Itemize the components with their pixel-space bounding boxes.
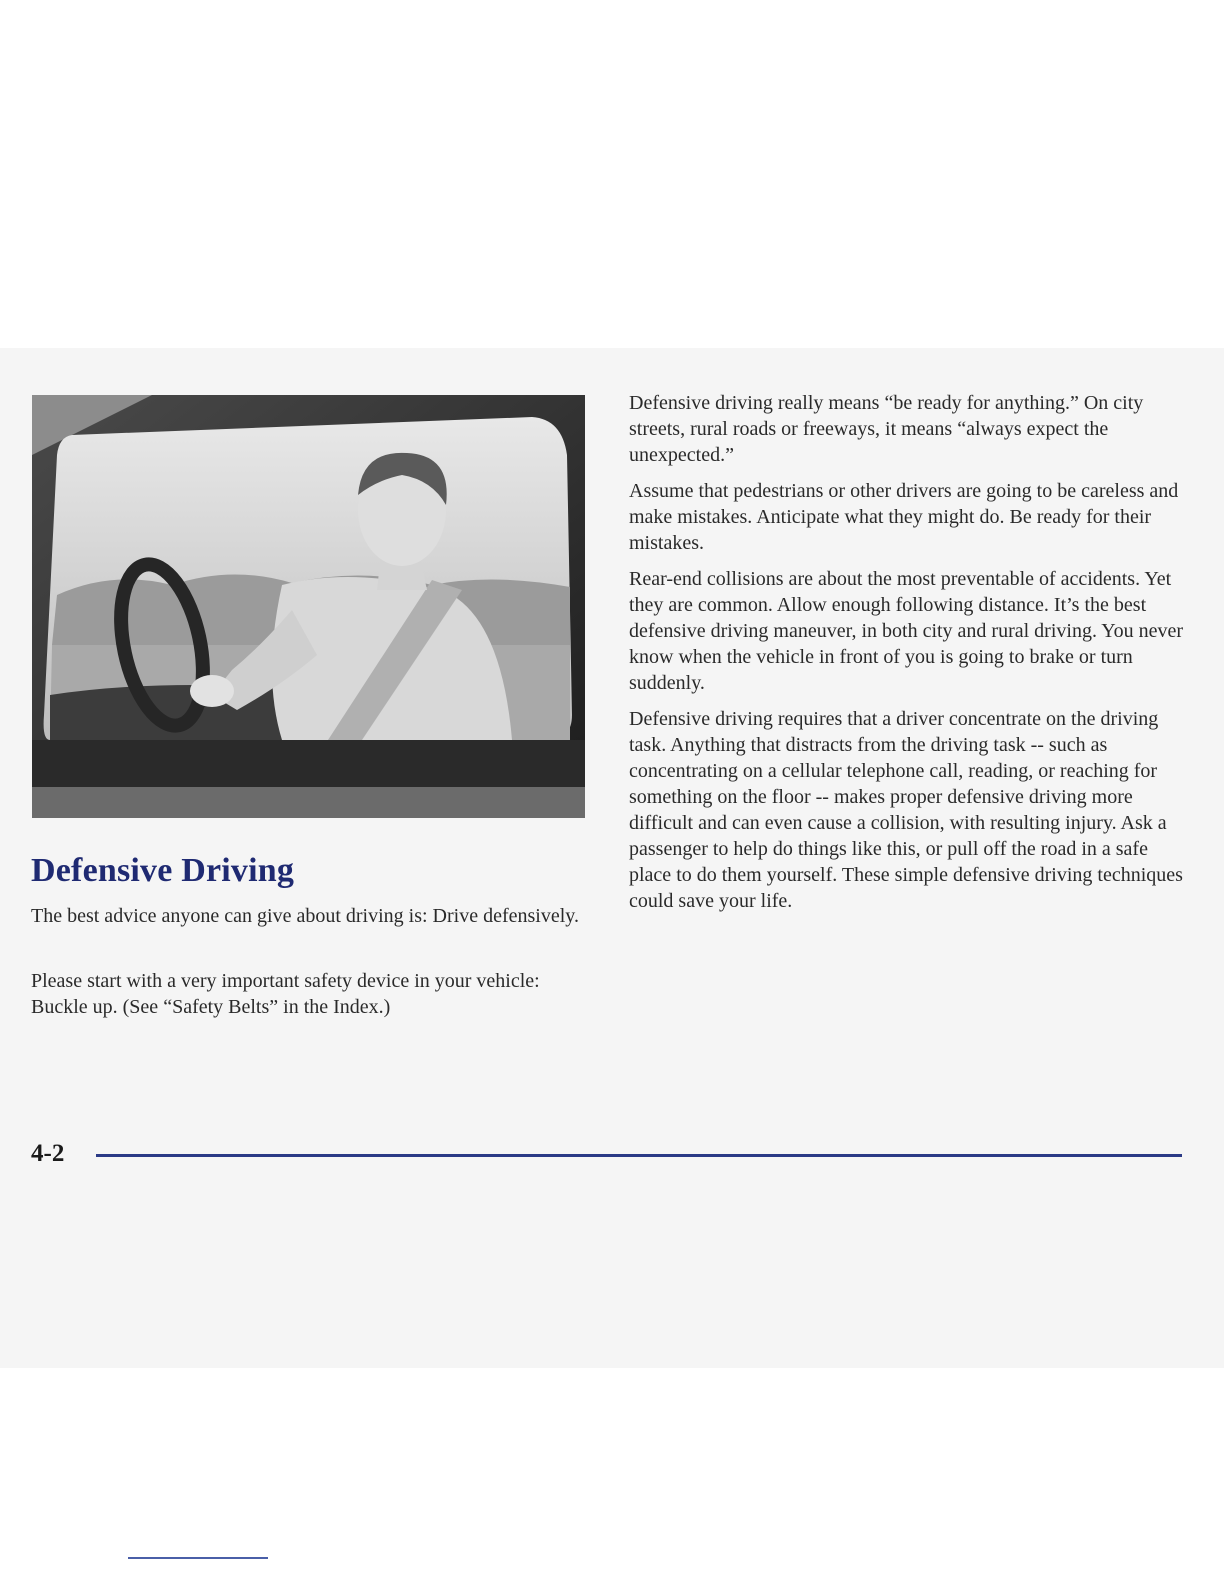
- page-number: 4-2: [31, 1140, 65, 1167]
- section-heading: Defensive Driving: [31, 852, 295, 889]
- right-column: [629, 390, 1185, 924]
- bottom-divider: [128, 1557, 268, 1559]
- driver-illustration-icon: [32, 395, 585, 818]
- assume-mistakes-paragraph: Assume that pedestrians or other drivers are going to be careless and make mistakes. Anticipate what they might do. Be ready for their mistakes.: [629, 480, 1179, 554]
- buckle-up-paragraph: Please start with a very important safety device in your vehicle: Buckle up. (See “Safety Belts” in the Index.): [31, 970, 540, 1018]
- rear-end-paragraph: Rear-end collisions are about the most preventable of accidents. Yet they are common. Allow enough following distance. It’s the best defensive driving maneuver, in both city and rural driving. You never know when the vehicle in front of you is going to brake or turn suddenly.: [629, 568, 1184, 694]
- driver-illustration: [32, 395, 585, 818]
- be-ready-paragraph: Defensive driving really means “be ready for anything.” On city streets, rural roads or freeways, it means “always expect the unexpected.”: [629, 392, 1144, 466]
- footer-rule: [96, 1154, 1182, 1157]
- concentration-paragraph: Defensive driving requires that a driver concentrate on the driving task. Anything that distracts from the driving task -- such as concentrating on a cellular telephone call, reading, or reaching for something on the floor -- makes proper defensive driving more difficult and can even cause a collision, with resulting injury. Ask a passenger to help do things like this, or pull off the road in a safe place to do them yourself. These simple defensive driving techniques could save your life.: [629, 708, 1183, 912]
- intro-paragraph: The best advice anyone can give about driving is: Drive defensively.: [31, 905, 579, 927]
